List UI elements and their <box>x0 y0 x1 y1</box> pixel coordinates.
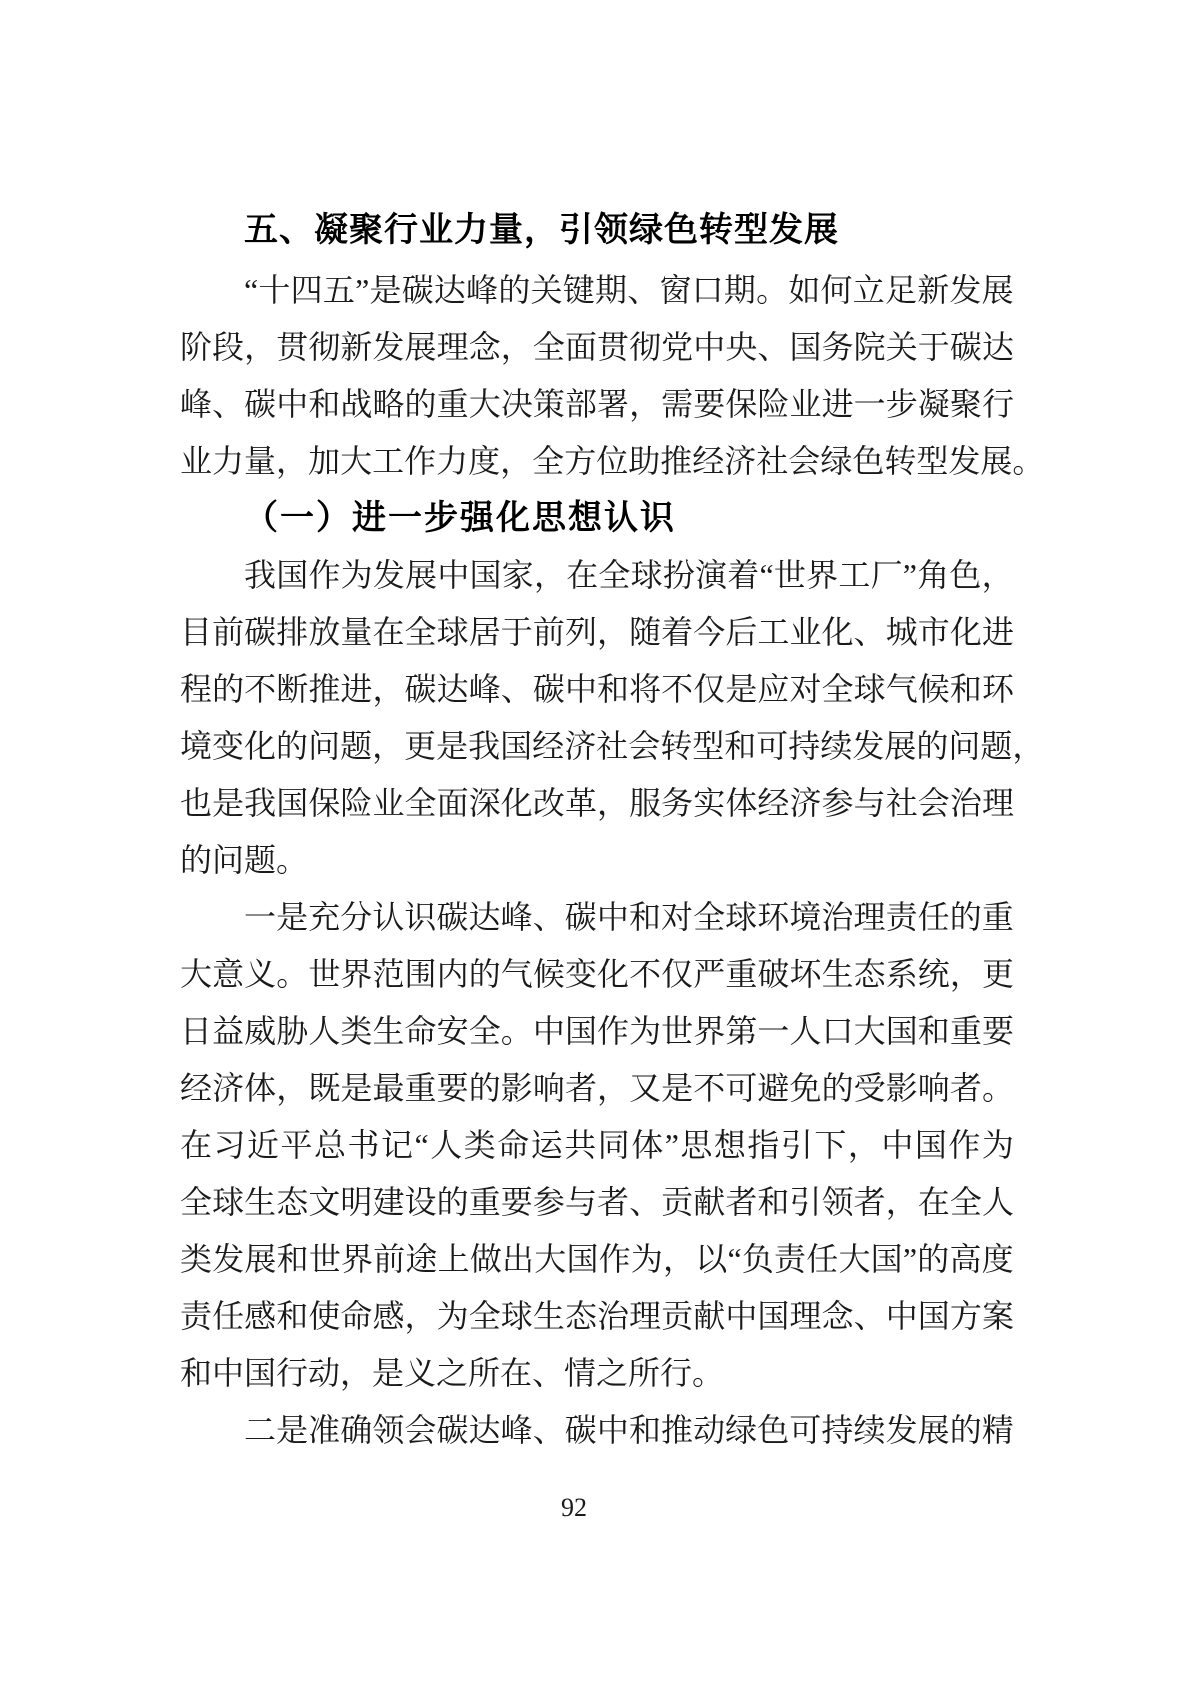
paragraph-line: 也 是 我 国 保 险 业 全 面 深 化 改 革 ， 服 务 实 体 经 济 参 与 社 会 治 理 <box>180 785 1014 821</box>
paragraph-line: 目 前 碳 排 放 量 在 全 球 居 于 前 列 ， 随 着 今 后 工 业 化 、 城 市 化 进 <box>180 614 1014 650</box>
paragraph-line: 业 力 量 ， 加 大 工 作 力 度 ， 全 方 位 助 推 经 济 社 会 绿 色 转 型 发 展 。 <box>180 443 1045 479</box>
paragraph-line: 在 习 近 平 总 书 记 “ 人 类 命 运 共 同 体 ” 思 想 指 引 下 ， 中 国 作 为 <box>180 1127 1014 1163</box>
paragraph-line: “ 十 四 五 ” 是 碳 达 峰 的 关 键 期 、 窗 口 期 。 如 何 立 足 新 发 展 <box>244 272 1014 308</box>
paragraph-line: 阶 段 ， 贯 彻 新 发 展 理 念 ， 全 面 贯 彻 党 中 央 、 国 务 院 关 于 碳 达 <box>180 329 1014 365</box>
body-text <box>180 262 1045 1459</box>
paragraph-line: 的问题。 <box>180 842 309 878</box>
page-content <box>180 204 1045 1459</box>
paragraph-line: 和中国行动，是义之所在、情之所行。 <box>180 1355 725 1391</box>
paragraph-line: 日 益 威 胁 人 类 生 命 安 全 。 中 国 作 为 世 界 第 一 人 口 大 国 和 重 要 <box>180 1013 1014 1049</box>
page-number: 92 <box>561 1493 587 1522</box>
section-heading: 五、凝聚行业力量，引领绿色转型发展 <box>244 211 839 249</box>
paragraph-line: 程 的 不 断 推 进 ， 碳 达 峰 、 碳 中 和 将 不 仅 是 应 对 全 球 气 候 和 环 <box>180 671 1014 707</box>
subsection-heading: （一）进一步强化思想认识 <box>244 500 676 537</box>
paragraph-line: 峰 、 碳 中 和 战 略 的 重 大 决 策 部 署 ， 需 要 保 险 业 进 一 步 凝 聚 行 <box>180 386 1014 422</box>
paragraph-line: 我 国 作 为 发 展 中 国 家 ， 在 全 球 扮 演 着 “ 世 界 工 厂 ” 角 色 ， <box>244 557 1014 593</box>
paragraph-line: 一 是 充 分 认 识 碳 达 峰 、 碳 中 和 对 全 球 环 境 治 理 责 任 的 重 <box>244 899 1014 935</box>
paragraph-line: 二 是 准 确 领 会 碳 达 峰 、 碳 中 和 推 动 绿 色 可 持 续 发 展 的 精 <box>244 1412 1014 1448</box>
paragraph-line: 责 任 感 和 使 命 感 ， 为 全 球 生 态 治 理 贡 献 中 国 理 念 、 中 国 方 案 <box>180 1298 1014 1334</box>
paragraph-line: 境 变 化 的 问 题 ， 更 是 我 国 经 济 社 会 转 型 和 可 持 续 发 展 的 问 题 ， <box>180 728 1045 764</box>
paragraph-line: 类 发 展 和 世 界 前 途 上 做 出 大 国 作 为 ， 以 “ 负 责 任 大 国 ” 的 高 度 <box>180 1241 1014 1277</box>
paragraph-line: 经 济 体 ， 既 是 最 重 要 的 影 响 者 ， 又 是 不 可 避 免 的 受 影 响 者 。 <box>180 1070 1014 1106</box>
paragraph-line: 大 意 义 。 世 界 范 围 内 的 气 候 变 化 不 仅 严 重 破 坏 生 态 系 统 ， 更 <box>180 956 1014 992</box>
paragraph-line: 全 球 生 态 文 明 建 设 的 重 要 参 与 者 、 贡 献 者 和 引 领 者 ， 在 全 人 <box>180 1184 1014 1220</box>
